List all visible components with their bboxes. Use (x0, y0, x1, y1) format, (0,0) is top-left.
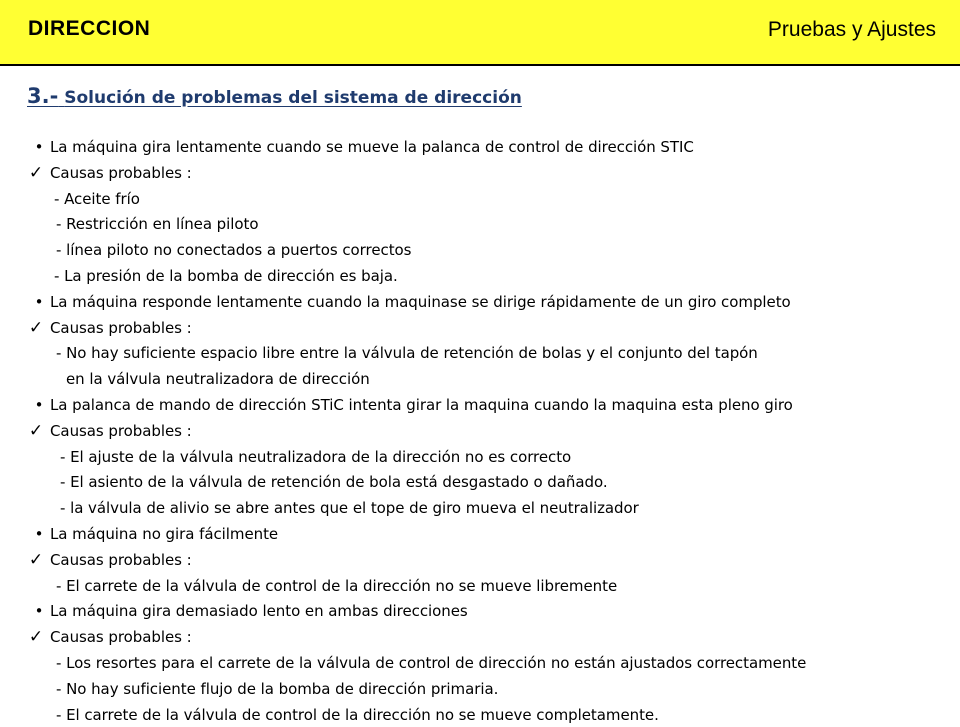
cause-item (0, 187, 960, 211)
section-number: 3.- (27, 84, 59, 108)
line-text: La máquina gira lentamente cuando se mueve la palanca de control de dirección STIC (50, 138, 694, 156)
line-text: en la válvula neutralizadora de dirección (66, 370, 370, 389)
cause-item (0, 574, 960, 598)
bullet-item (0, 135, 960, 159)
line-text: - El carrete de la válvula de control de la dirección no se mueve completamente. (56, 705, 659, 724)
bullet-item (0, 393, 960, 417)
line-text: Causas probables : (50, 163, 192, 182)
cause-item (0, 496, 960, 520)
line-text: La máquina gira demasiado lento en ambas direcciones (50, 602, 468, 621)
cause-item (0, 703, 960, 727)
cause-heading (0, 548, 960, 572)
checkmark-icon: ✓ (28, 420, 44, 441)
line-text: - No hay suficiente espacio libre entre la válvula de retención de bolas y el conjunto del tapón (56, 344, 758, 363)
header-title: DIRECCION (28, 17, 151, 40)
cause-item (0, 341, 960, 365)
section-title-text: Solución de problemas del sistema de dirección (64, 88, 522, 108)
line-text: Causas probables : (50, 628, 192, 647)
bullet-icon: • (34, 525, 44, 543)
bullet-item (0, 522, 960, 546)
cause-item (0, 470, 960, 494)
line-text: - La presión de la bomba de dirección es baja. (54, 267, 398, 285)
bullet-item (0, 290, 960, 314)
cause-item (0, 651, 960, 675)
bullet-item (0, 599, 960, 623)
line-text: Causas probables : (50, 318, 192, 337)
checkmark-icon: ✓ (28, 317, 44, 338)
checkmark-icon: ✓ (28, 162, 44, 183)
cause-item (0, 264, 960, 288)
cause-item (0, 238, 960, 262)
checkmark-icon: ✓ (28, 549, 44, 570)
line-text: - El carrete de la válvula de control de la dirección no se mueve libremente (56, 576, 618, 595)
cause-heading (0, 316, 960, 340)
cause-item (0, 367, 960, 391)
bullet-icon: • (34, 602, 44, 621)
line-text: La máquina responde lentamente cuando la maquinase se dirige rápidamente de un giro completo (50, 292, 791, 311)
line-text: - El asiento de la válvula de retención de bola está desgastado o dañado. (60, 473, 608, 492)
header-subtitle: Pruebas y Ajustes (767, 18, 936, 41)
line-text: - la válvula de alivio se abre antes que el tope de giro mueva el neutralizador (60, 499, 639, 518)
line-text: - No hay suficiente flujo de la bomba de dirección primaria. (56, 679, 499, 698)
line-text: La palanca de mando de dirección STiC intenta girar la maquina cuando la maquina esta pleno giro (50, 396, 793, 414)
line-text: - Aceite frío (54, 189, 140, 208)
line-text: - El ajuste de la válvula neutralizadora de la dirección no es correcto (60, 447, 572, 466)
line-text: La máquina no gira fácilmente (50, 525, 279, 543)
cause-item (0, 677, 960, 701)
line-text: - Restricción en línea piloto (56, 215, 259, 234)
checkmark-icon: ✓ (28, 627, 44, 648)
line-text: Causas probables : (50, 421, 192, 440)
cause-heading (0, 419, 960, 443)
bullet-icon: • (34, 396, 44, 414)
line-text: - Los resortes para el carrete de la válvula de control de dirección no están ajustados correctamente (56, 654, 807, 672)
cause-heading (0, 161, 960, 185)
cause-heading (0, 625, 960, 649)
cause-item (0, 445, 960, 469)
cause-item (0, 212, 960, 236)
bullet-icon: • (34, 292, 44, 311)
line-text: - línea piloto no conectados a puertos correctos (56, 241, 412, 260)
bullet-icon: • (34, 138, 44, 156)
line-text: Causas probables : (50, 550, 192, 569)
